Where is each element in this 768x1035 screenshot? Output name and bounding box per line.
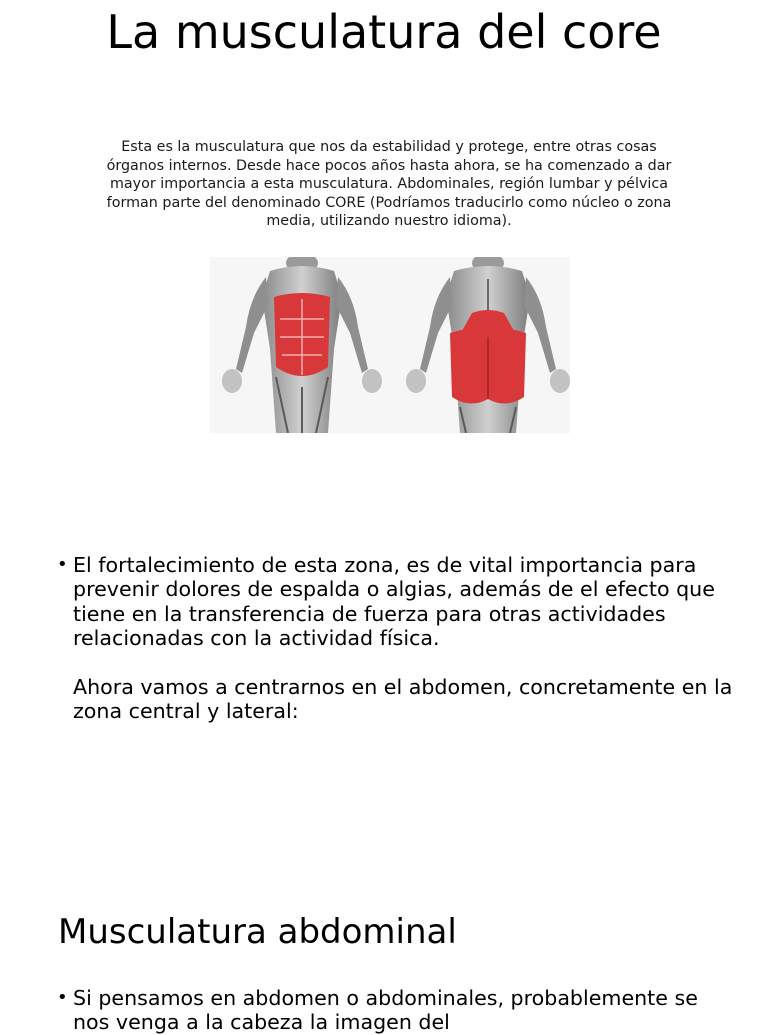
list-item	[57, 986, 737, 1035]
section-title: Musculatura abdominal	[58, 912, 457, 952]
bullet-marker: •	[57, 987, 68, 1008]
paragraph-abdominales: Si pensamos en abdomen o abdominales, probablemente se nos venga a la cabeza la imagen del	[73, 986, 698, 1035]
back-body-illustration	[406, 257, 570, 433]
abdominal-list	[57, 986, 737, 1035]
list-item	[57, 553, 737, 723]
intro-paragraph: Esta es la musculatura que nos da estabilidad y protege, entre otras cosas órganos internos. Desde hace pocos años hasta ahora, se ha comenzado a dar mayor importancia a esta musculatura. Abdominales, región lumbar y pélvica forman parte del denominado CORE (Podríamos traducirlo como núcleo o zona media, utilizando nuestro idioma).	[106, 139, 672, 229]
paragraph-importance: El fortalecimiento de esta zona, es de vital importancia para prevenir dolores de espalda o algias, además de el efecto que tiene en la transferencia de fuerza para otras actividades relacionadas con la actividad física.	[73, 553, 715, 651]
bullet-marker: •	[57, 554, 68, 575]
slide-title: La musculatura del core	[106, 5, 662, 59]
core-muscles-figure	[210, 257, 570, 433]
front-body-illustration	[222, 257, 382, 433]
anatomy-core-muscles-icon	[210, 257, 570, 433]
core-importance-list	[57, 553, 737, 723]
paragraph-abdomen-focus: Ahora vamos a centrarnos en el abdomen, concretamente en la zona central y lateral:	[73, 674, 733, 724]
